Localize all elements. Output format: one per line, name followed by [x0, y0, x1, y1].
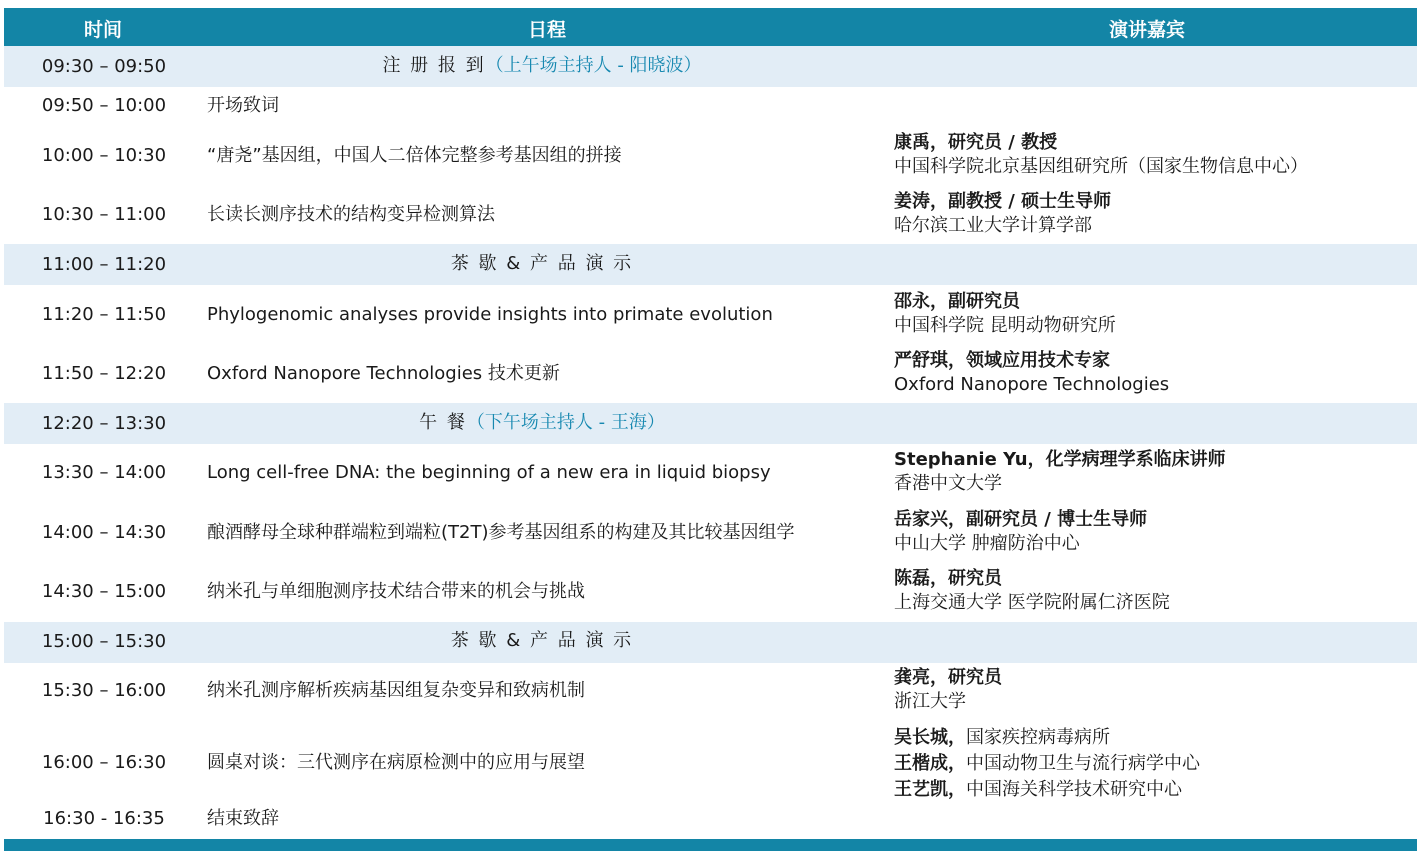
time-cell: 14:00 – 14:30: [41, 522, 167, 543]
speaker-org: 中国海关科学技术研究中心: [966, 779, 1182, 800]
speaker-cell: [894, 567, 1170, 615]
time-cell: 12:20 – 13:30: [41, 413, 167, 434]
speaker-name: 邵永，副研究员: [894, 291, 1020, 312]
speaker-cell: [894, 666, 1002, 714]
break-label: 午 餐: [419, 412, 467, 433]
speaker-name: 王楷成，: [894, 753, 966, 774]
speaker-name: 龚亮，研究员: [894, 667, 1002, 688]
footer-bar: [4, 839, 1417, 851]
session-title: 酿酒酵母全球种群端粒到端粒(T2T)参考基因组系的构建及其比较基因组学: [207, 522, 795, 543]
panel-speakers: [894, 725, 1200, 803]
speaker-org: 哈尔滨工业大学计算学部: [894, 215, 1092, 236]
speaker-cell: [894, 290, 1116, 338]
session-title: 纳米孔与单细胞测序技术结合带来的机会与挑战: [207, 581, 585, 602]
panel-speaker: [894, 725, 1200, 751]
session-title: 圆桌对谈：三代测序在病原检测中的应用与展望: [207, 752, 585, 773]
host-label: （下午场主持人 - 王海）: [466, 412, 665, 433]
speaker-org: 中国科学院 昆明动物研究所: [894, 315, 1116, 336]
session-title: 长读长测序技术的结构变异检测算法: [207, 204, 495, 225]
time-cell: 14:30 – 15:00: [41, 581, 167, 602]
table-row: [4, 344, 1417, 403]
session-title: Long cell-free DNA: the beginning of a new era in liquid biopsy: [207, 462, 771, 483]
speaker-name: 岳家兴，副研究员 / 博士生导师: [894, 509, 1148, 530]
table-row: [4, 403, 1417, 444]
table-row: [4, 663, 1417, 719]
table-row: [4, 46, 1417, 87]
speaker-cell: [894, 349, 1169, 397]
table-row: [4, 244, 1417, 285]
break-cell: [204, 411, 880, 435]
break-label: 茶 歇 & 产 品 演 示: [450, 253, 634, 274]
time-cell: 13:30 – 14:00: [41, 462, 167, 483]
table-header: [4, 8, 1417, 46]
table-row: [4, 444, 1417, 503]
speaker-name: 姜涛，副教授 / 硕士生导师: [894, 191, 1112, 212]
break-cell: [204, 54, 880, 78]
speaker-name: 严舒琪，领域应用技术专家: [894, 350, 1110, 371]
time-cell: 15:30 – 16:00: [41, 680, 167, 701]
time-cell: 16:30 - 16:35: [43, 808, 165, 829]
host-label: （上午场主持人 - 阳晓波）: [485, 55, 702, 76]
table-row: [4, 125, 1417, 185]
break-cell: [204, 629, 880, 653]
table-row: [4, 719, 1417, 805]
speaker-org: 上海交通大学 医学院附属仁济医院: [894, 592, 1170, 613]
session-title: 纳米孔测序解析疾病基因组复杂变异和致病机制: [207, 680, 585, 701]
time-cell: 11:00 – 11:20: [41, 254, 167, 275]
speaker-name: 王艺凯，: [894, 779, 966, 800]
speaker-org: 中山大学 肿瘤防治中心: [894, 533, 1080, 554]
table-row: [4, 805, 1417, 837]
speaker-name: 陈磊，研究员: [894, 568, 1002, 589]
table-row: [4, 185, 1417, 244]
time-cell: 10:30 – 11:00: [41, 204, 167, 225]
speaker-name: 吴长城，: [894, 727, 966, 748]
speaker-org: 香港中文大学: [894, 473, 1002, 494]
table-row: [4, 503, 1417, 563]
header-time: 时间: [84, 19, 123, 41]
speaker-cell: [894, 190, 1111, 238]
table-row: [4, 563, 1417, 622]
speaker-org: 浙江大学: [894, 691, 966, 712]
break-label: 注 册 报 到: [382, 55, 486, 76]
time-cell: 09:50 – 10:00: [41, 95, 167, 116]
panel-speaker: [894, 751, 1200, 777]
time-cell: 10:00 – 10:30: [41, 145, 167, 166]
session-title: Oxford Nanopore Technologies 技术更新: [207, 363, 560, 384]
speaker-org: 中国动物卫生与流行病学中心: [966, 753, 1200, 774]
time-cell: 11:20 – 11:50: [41, 304, 167, 325]
session-title: “唐尧”基因组，中国人二倍体完整参考基因组的拼接: [207, 145, 622, 166]
table-row: [4, 285, 1417, 344]
time-cell: 11:50 – 12:20: [41, 363, 167, 384]
speaker-org: 中国科学院北京基因组研究所（国家生物信息中心）: [894, 156, 1308, 177]
speaker-org: Oxford Nanopore Technologies: [894, 374, 1170, 395]
break-label: 茶 歇 & 产 品 演 示: [450, 630, 634, 651]
table-row: [4, 622, 1417, 663]
agenda-table: [4, 8, 1417, 837]
time-cell: 15:00 – 15:30: [41, 631, 167, 652]
session-title: 结束致辞: [207, 808, 279, 829]
speaker-cell: [894, 508, 1147, 556]
speaker-name: Stephanie Yu，化学病理学系临床讲师: [894, 449, 1226, 470]
speaker-cell: [894, 448, 1226, 496]
break-cell: [204, 252, 880, 276]
speaker-cell: [894, 131, 1308, 179]
table-row: [4, 87, 1417, 125]
panel-speaker: [894, 777, 1200, 803]
session-title: Phylogenomic analyses provide insights into primate evolution: [207, 304, 773, 325]
speaker-name: 康禹，研究员 / 教授: [894, 132, 1058, 153]
header-agenda: 日程: [528, 19, 567, 41]
header-speaker: 演讲嘉宾: [1109, 19, 1186, 41]
time-cell: 16:00 – 16:30: [41, 752, 167, 773]
time-cell: 09:30 – 09:50: [41, 56, 167, 77]
speaker-org: 国家疾控病毒病所: [966, 727, 1110, 748]
session-title: 开场致词: [207, 95, 279, 116]
